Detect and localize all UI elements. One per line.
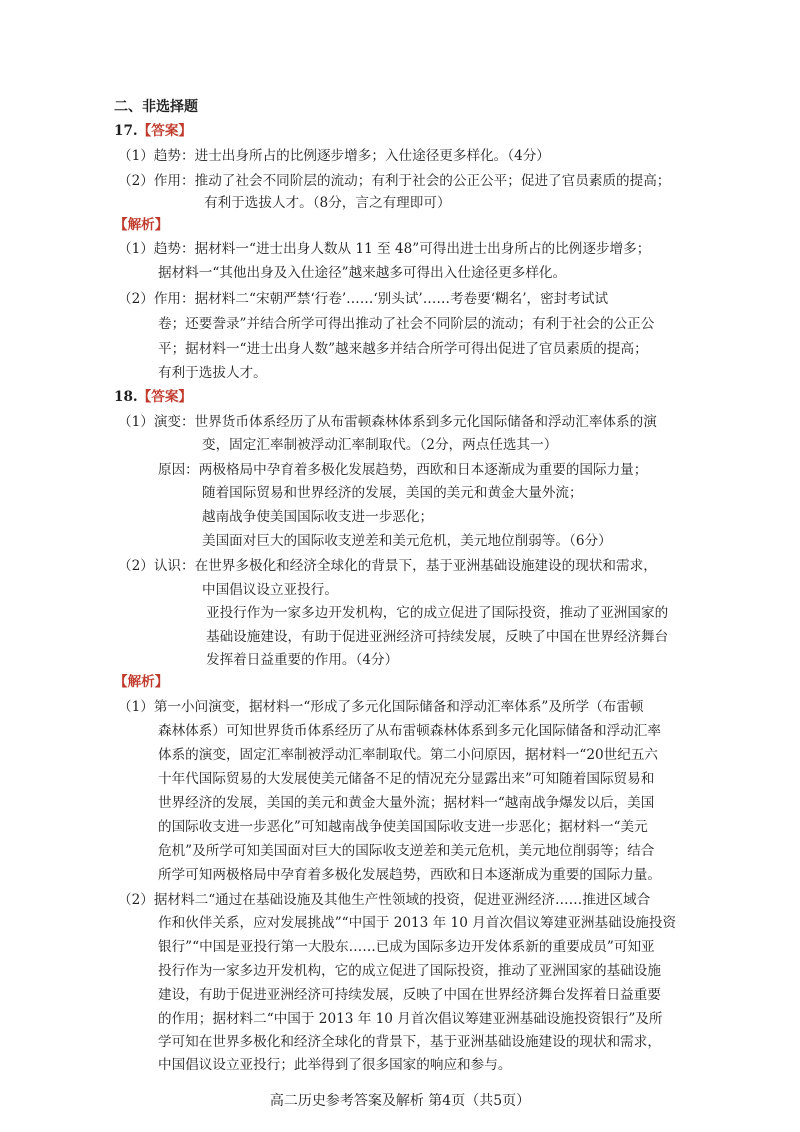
q18-answer-line: 中国倡议设立亚投行。 [202, 582, 338, 598]
q18-analysis-line: 危机”及所学可知美国面对巨大的国际收支逆差和美元危机，美元地位削弱等；结合 [158, 843, 655, 859]
q18-answer-line: 变，固定汇率制被浮动汇率制取代。（2分，两点任选其一） [202, 437, 558, 453]
q17-answer-line: （1）趋势：进士出身所占的比例逐步增多；入仕途径更多样化。（4分） [118, 148, 550, 164]
q18-answer-line: （2）认识：在世界多极化和经济全球化的背景下，基于亚洲基础设施建设的现状和需求， [118, 558, 657, 574]
q17-analysis-line: 卷；还要誊录”并结合所学可得出推动了社会不同阶层的流动；有利于社会的公正公 [158, 316, 655, 332]
q17-answer-line: （2）作用：推动了社会不同阶层的流动；有利于社会的公正公平；促进了官员素质的提高； [118, 173, 671, 189]
q18-answer-line: 越南战争使美国国际收支进一步恶化； [202, 509, 434, 525]
q18-analysis-line: 的国际收支进一步恶化”可知越南战争使美国国际收支进一步恶化；据材料一“美元 [158, 819, 648, 835]
q17-answer-line: 有利于选拔人才。（8分，言之有理即可） [204, 195, 451, 211]
q17-number: 17. [114, 123, 138, 139]
q17-analysis-line: 据材料一“其他出身及入仕途径”越来越多可得出入仕途径更多样化。 [158, 265, 567, 281]
q17-analysis-line: （2）作用：据材料二“宋朝严禁‘行卷’……‘别头试’……考卷要‘糊名’，密封考试试 [118, 291, 609, 307]
q18-analysis-tag: 【解析】 [114, 674, 169, 690]
q18-analysis-line: 的作用；据材料二“中国于 2013 年 10 月首次倡议筹建亚洲基础设施投资银行”及所 [158, 1011, 663, 1027]
q18-analysis-line: （2）据材料二“通过在基础设施及其他生产性领域的投资，促进亚洲经济……推进区域合 [118, 892, 651, 908]
q17-analysis-line: （1）趋势：据材料一“进士出身人数从 11 至 48”可得出进士出身所占的比例逐步增多； [118, 241, 651, 257]
q17-header [114, 122, 192, 140]
q18-answer-line: 随着国际贸易和世界经济的发展，美国的美元和黄金大量外流； [202, 485, 583, 501]
q18-analysis-line: 森林体系）可知世界货币体系经历了从布雷顿森林体系到多元化国际储备和浮动汇率 [158, 723, 661, 739]
q18-answer-tag: 【答案】 [137, 389, 193, 405]
q18-analysis-line: （1）第一小问演变，据材料一“形成了多元化国际储备和浮动汇率体系”及所学（布雷顿 [118, 699, 644, 715]
q18-answer-line: 发挥着日益重要的作用。（4分） [206, 652, 399, 668]
section-title: 二、非选择题 [114, 99, 198, 115]
q18-header [114, 388, 192, 406]
q17-analysis-tag: 【解析】 [114, 217, 169, 233]
q18-analysis-line: 体系的演变，固定汇率制被浮动汇率制取代。第二小问原因，据材料一“20世纪五六 [158, 747, 659, 763]
q18-analysis-line: 学可知在世界多极化和经济全球化的背景下，基于亚洲基础设施建设的现状和需求， [158, 1034, 661, 1050]
q18-analysis-line: 投行作为一家多边开发机构，它的成立促进了国际投资，推动了亚洲国家的基础设施 [158, 963, 661, 979]
q18-analysis-line: 十年代国际贸易的大发展使美元储备不足的情况充分显露出来”可知随着国际贸易和 [158, 771, 655, 787]
q18-analysis-line: 中国倡议设立亚投行；此举得到了很多国家的响应和参与。 [158, 1057, 512, 1073]
q18-answer-line: 原因：两极格局中孕育着多极化发展趋势，西欧和日本逐渐成为重要的国际力量； [158, 462, 648, 478]
page-footer: 高二历史参考答案及解析 第4页（共5页） [269, 1093, 531, 1109]
q17-analysis-line: 有利于选拔人才。 [158, 365, 267, 381]
q18-answer-line: 基础设施建设，有助于促进亚洲经济可持续发展，反映了中国在世界经济舞台 [206, 629, 669, 645]
q18-analysis-line: 所学可知两极格局中孕育着多极化发展趋势，西欧和日本逐渐成为重要的国际力量。 [158, 867, 661, 883]
q18-analysis-line: 建设，有助于促进亚洲经济可持续发展，反映了中国在世界经济舞台发挥着日益重要 [158, 987, 661, 1003]
q18-answer-line: 亚投行作为一家多边开发机构，它的成立促进了国际投资，推动了亚洲国家的 [206, 605, 669, 621]
q18-analysis-line: 作和伙伴关系，应对发展挑战”“中国于 2013 年 10 月首次倡议筹建亚洲基础设施投资 [158, 915, 677, 931]
q17-analysis-line: 平；据材料一“进士出身人数”越来越多并结合所学可得出促进了官员素质的提高； [158, 341, 648, 357]
q18-analysis-line: 银行”“中国是亚投行第一大股东……已成为国际多边开发体系新的重要成员”可知亚 [158, 939, 655, 955]
q18-number: 18. [114, 389, 138, 405]
q18-answer-line: 美国面对巨大的国际收支逆差和美元危机，美元地位削弱等。（6分） [202, 533, 612, 549]
q18-analysis-line: 世界经济的发展，美国的美元和黄金大量外流；据材料一“越南战争爆发以后，美国 [158, 795, 655, 811]
q18-answer-line: （1）演变：世界货币体系经历了从布雷顿森林体系到多元化国际储备和浮动汇率体系的演 [118, 414, 657, 430]
q17-answer-tag: 【答案】 [137, 123, 193, 139]
